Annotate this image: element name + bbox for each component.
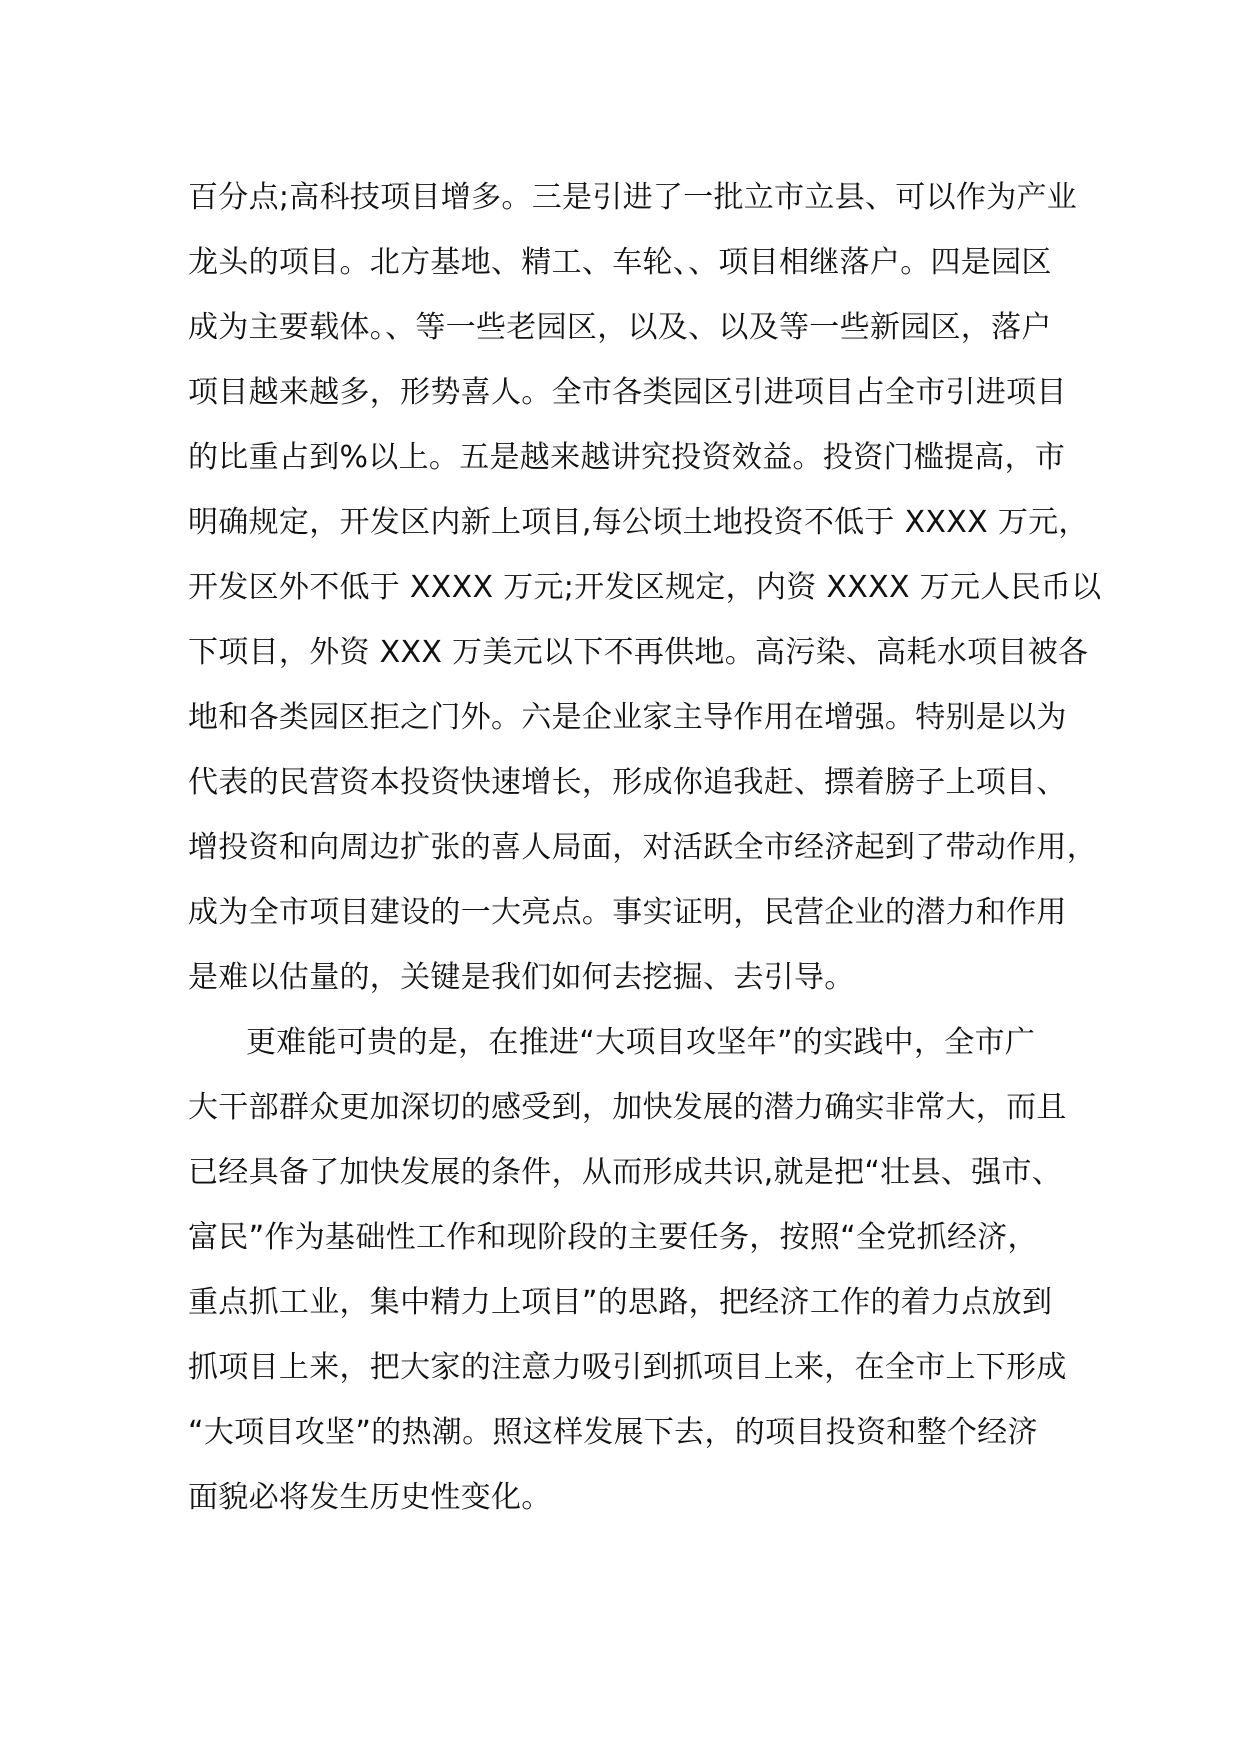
text-line: 面貌必将发生历史性变化。	[188, 1480, 552, 1515]
text-line: 成为全市项目建设的一大亮点。事实证明，民营企业的潜力和作用	[188, 895, 1067, 930]
text-line: 项目越来越多，形势喜人。全市各类园区引进项目占全市引进项目	[188, 375, 1067, 410]
text-line: 抓项目上来，把大家的注意力吸引到抓项目上来，在全市上下形成	[188, 1350, 1067, 1385]
text-line: 的比重占到%以上。五是越来越讲究投资效益。投资门槛提高，市	[188, 440, 1066, 475]
text-line: 增投资和向周边扩张的喜人局面，对活跃全市经济起到了带动作用，	[188, 830, 1097, 865]
text-line: 百分点;高科技项目增多。三是引进了一批立市立县、可以作为产业	[188, 180, 1078, 215]
paragraph-2	[188, 1010, 1068, 1530]
text-line: 更难能可贵的是，在推进“大项目攻坚年”的实践中，全市广	[246, 1025, 1036, 1060]
text-line: 大干部群众更加深切的感受到，加快发展的潜力确实非常大，而且	[188, 1090, 1067, 1125]
document-body	[188, 165, 1102, 1530]
text-line: 重点抓工业，集中精力上项目”的思路，把经济工作的着力点放到	[188, 1285, 1053, 1320]
text-line: 成为主要载体。、等一些老园区，以及、以及等一些新园区，落户	[188, 310, 1052, 345]
text-line: “大项目攻坚”的热潮。照这样发展下去，的项目投资和整个经济	[188, 1415, 1038, 1450]
text-line: 下项目，外资 XXX 万美元以下不再供地。高污染、高耗水项目被各	[188, 635, 1089, 670]
text-line: 是难以估量的，关键是我们如何去挖掘、去引导。	[188, 960, 855, 995]
paragraph-1	[188, 165, 1102, 1010]
text-line: 开发区外不低于 XXXX 万元;开发区规定，内资 XXXX 万元人民币以	[188, 570, 1102, 605]
text-line: 已经具备了加快发展的条件，从而形成共识,就是把“壮县、强市、	[188, 1155, 1063, 1190]
text-line: 代表的民营资本投资快速增长，形成你追我赶、摽着膀子上项目、	[188, 765, 1067, 800]
text-line: 富民”作为基础性工作和现阶段的主要任务，按照“全党抓经济，	[188, 1220, 1038, 1255]
text-line: 地和各类园区拒之门外。六是企业家主导作用在增强。特别是以为	[188, 700, 1067, 735]
text-line: 龙头的项目。北方基地、精工、车轮、、项目相继落户。四是园区	[188, 245, 1052, 280]
text-line: 明确规定，开发区内新上项目,每公顷土地投资不低于 XXXX 万元，	[188, 505, 1089, 540]
